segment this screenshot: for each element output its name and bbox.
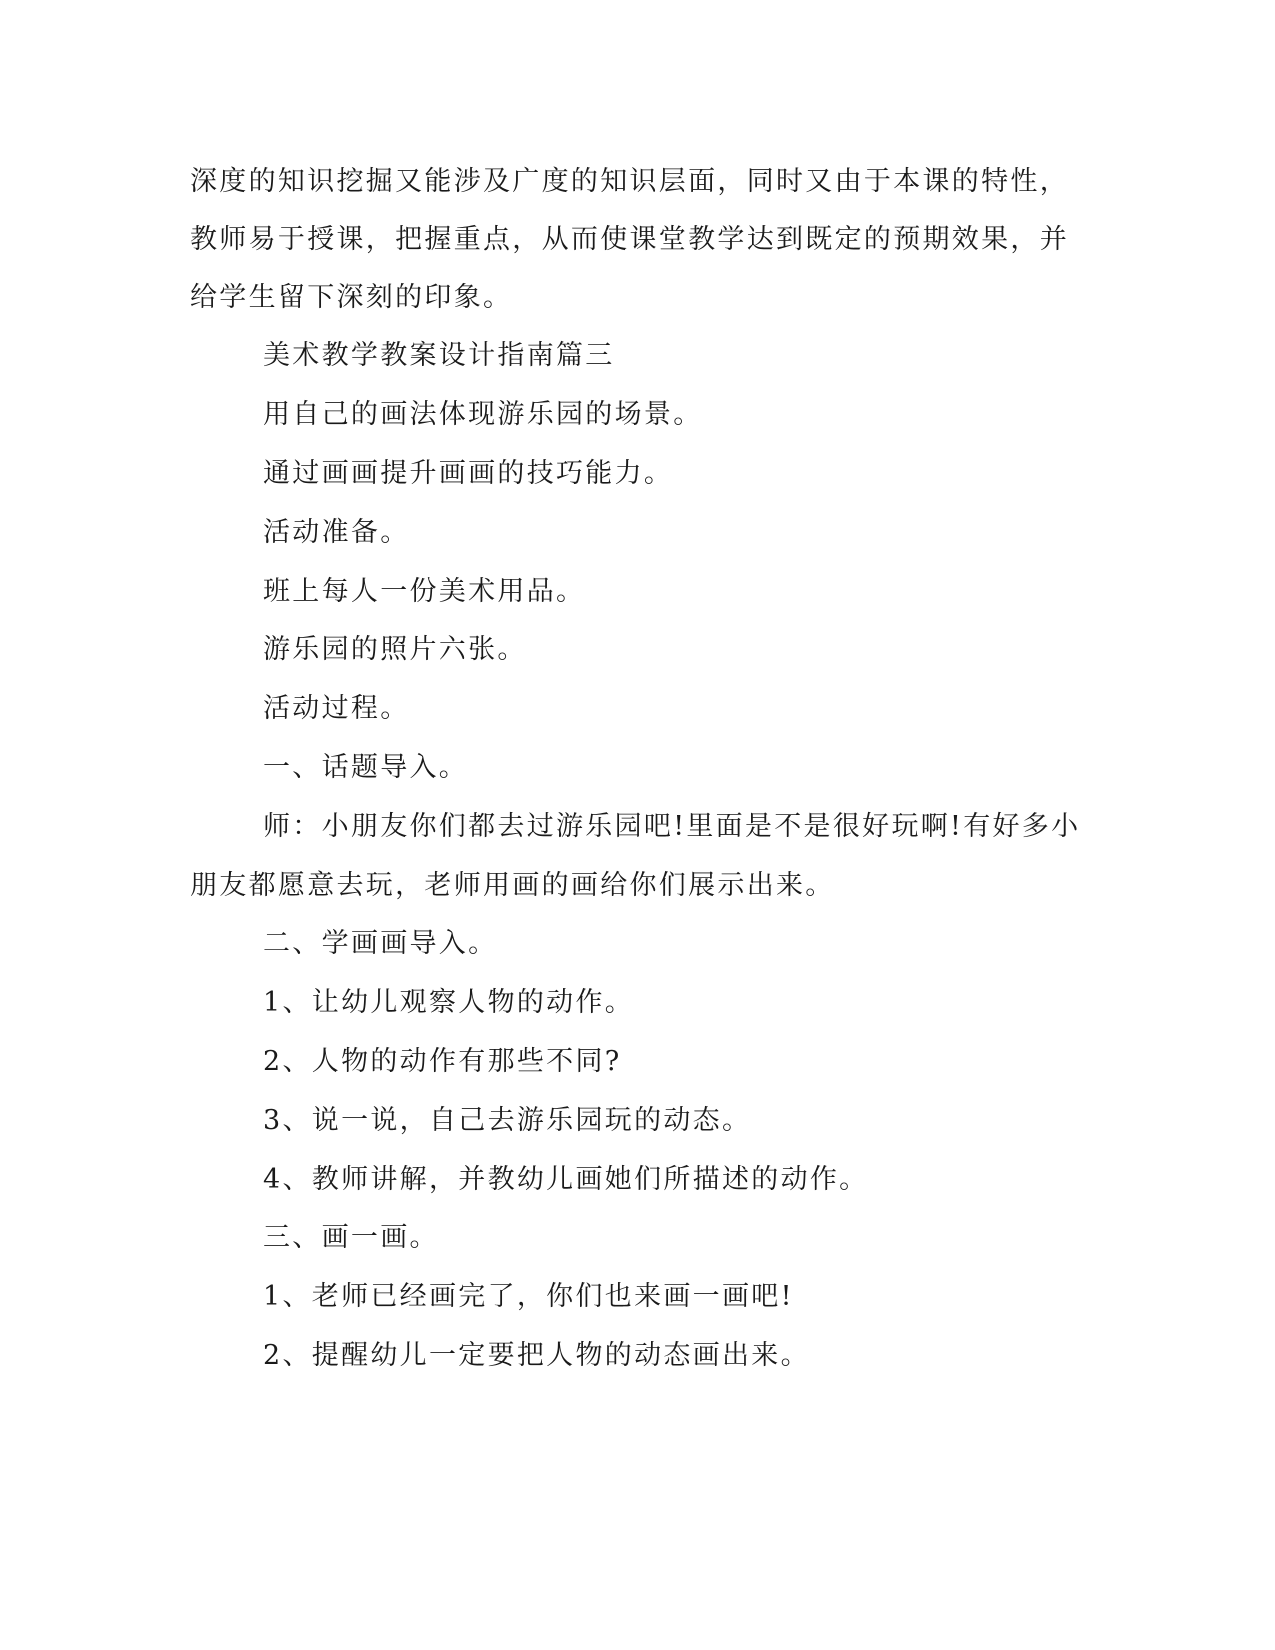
goal-line: 通过画画提升画画的技巧能力。 [263, 458, 674, 489]
step-heading: 三、画一画。 [263, 1222, 439, 1253]
goal-line: 用自己的画法体现游乐园的场景。 [263, 399, 703, 430]
paragraph-line: 深度的知识挖掘又能涉及广度的知识层面，同时又由于本课的特性， [190, 166, 1069, 197]
paragraph-line: 教师易于授课，把握重点，从而使课堂教学达到既定的预期效果，并 [190, 224, 1069, 255]
step-item: 4、教师讲解，并教幼儿画她们所描述的动作。 [263, 1164, 869, 1195]
preparation-item: 游乐园的照片六张。 [263, 634, 527, 665]
step-heading: 一、话题导入。 [263, 752, 469, 783]
step-item: 2、人物的动作有那些不同? [263, 1046, 622, 1077]
step-item: 2、提醒幼儿一定要把人物的动态画出来。 [263, 1340, 810, 1371]
step-item: 1、老师已经画完了，你们也来画一画吧! [263, 1281, 794, 1312]
step-item: 3、说一说，自己去游乐园玩的动态。 [263, 1105, 752, 1136]
teacher-dialogue-line: 朋友都愿意去玩，老师用画的画给你们展示出来。 [190, 870, 835, 901]
preparation-heading: 活动准备。 [263, 517, 410, 548]
process-heading: 活动过程。 [263, 693, 410, 724]
section-title: 美术教学教案设计指南篇三 [263, 340, 615, 371]
preparation-item: 班上每人一份美术用品。 [263, 576, 586, 607]
paragraph-line: 给学生留下深刻的印象。 [190, 282, 513, 313]
step-item: 1、让幼儿观察人物的动作。 [263, 987, 635, 1018]
step-heading: 二、学画画导入。 [263, 928, 498, 959]
teacher-dialogue-line: 师：小朋友你们都去过游乐园吧!里面是不是很好玩啊!有好多小 [263, 811, 1081, 842]
